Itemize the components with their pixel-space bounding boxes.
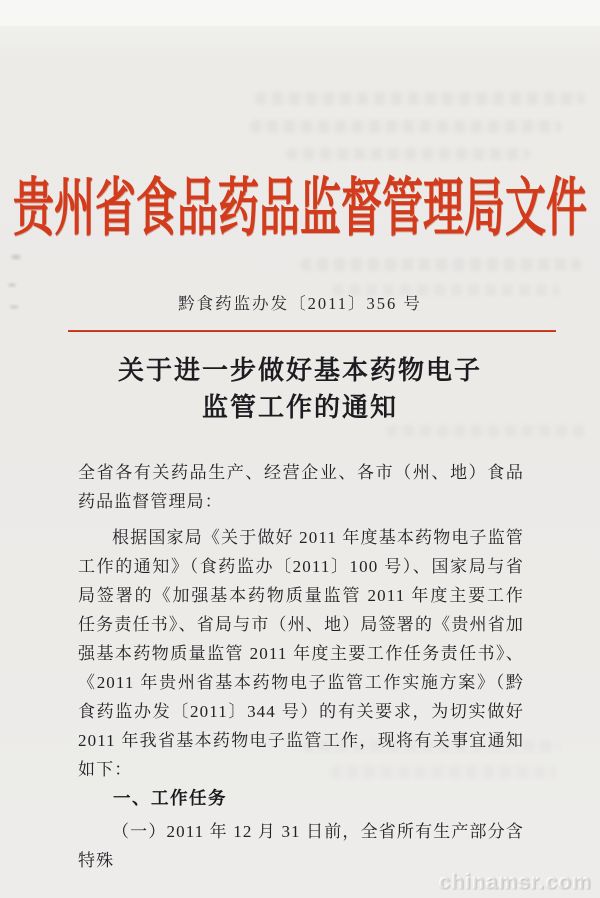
body-paragraph: 根据国家局《关于做好 2011 年度基本药物电子监管工作的通知》（食药监办〔2011〕100 号）、国家局与省局签署的《加强基本药物质量监管 2011 年度主要工作任务责任书》、省局与市（州、地）局签署的《贵州省加强基本药物质量监管 2011 年度主要工作任务责任书》、《2011 年贵州省基本药物电子监管工作实施方案》（黔食药监办发〔2011〕344 号）的有关要求，为切实做好 2011 年我省基本药物电子监管工作，现将有关事宜通知如下： [78,528,524,779]
scan-edge-strip [0,0,600,26]
body-paragraph: （一）2011 年 12 月 31 日前，全省所有生产部分含特殊 [78,822,524,870]
notice-title-line2: 监管工作的通知 [201,393,398,422]
watermark: chinamsr.com [438,871,592,894]
bleedthrough-smudge [250,120,562,133]
agency-banner-title: 贵州省食品药品监督管理局文件 [13,172,587,244]
bleedthrough-smudge [386,425,586,437]
bleedthrough-smudge [255,92,585,105]
document-body [78,458,524,875]
section-heading: 一、工作任务 [113,788,227,808]
notice-title [0,352,600,426]
notice-title-line1: 关于进一步做好基本药物电子 [117,356,482,385]
salutation-paragraph: 全省各有关药品生产、经营企业、各市（州、地）食品药品监督管理局： [78,463,524,511]
red-divider-line [68,330,556,332]
document-number: 黔食药监办发〔2011〕356 号 [178,294,422,313]
